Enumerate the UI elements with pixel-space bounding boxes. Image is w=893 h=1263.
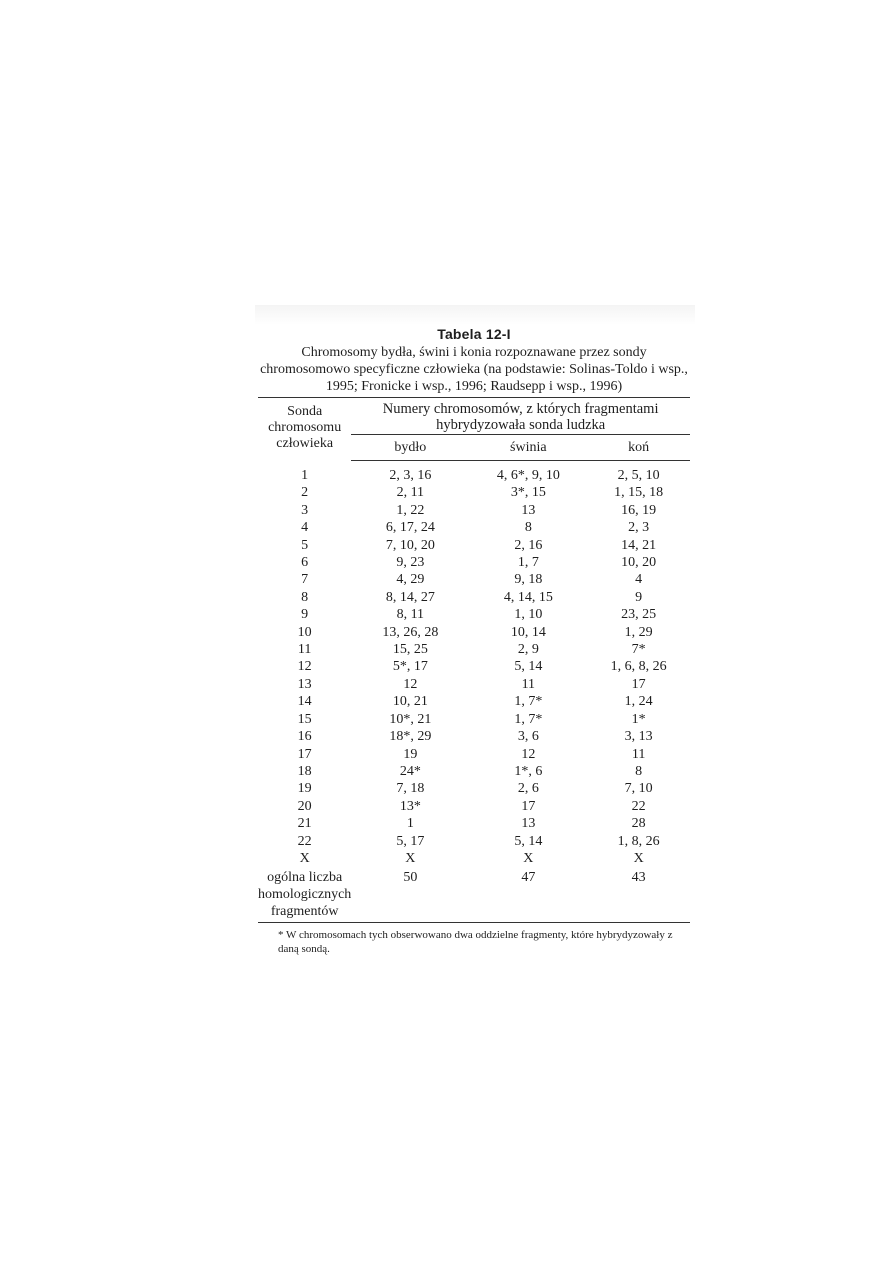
- table-row: [258, 763, 690, 780]
- table-cell: 19: [297, 781, 312, 797]
- table-block: [258, 326, 690, 956]
- table-cell: 8, 14, 27: [385, 589, 435, 605]
- table-cell: 18: [297, 763, 312, 779]
- table-cell: 11: [631, 746, 646, 762]
- table-cell: 1, 8, 26: [617, 833, 660, 849]
- table-cell: 5, 14: [514, 833, 543, 849]
- table-cell: 7*: [631, 642, 646, 658]
- table-cell: 28: [631, 816, 646, 832]
- table-cell: 2, 3, 16: [389, 468, 432, 483]
- table-cell: 2, 16: [514, 537, 543, 553]
- table-cell: X: [633, 850, 644, 866]
- table-cell: 8, 11: [396, 607, 425, 623]
- table-cell: 8: [635, 763, 643, 779]
- table-row: [258, 624, 690, 641]
- table-cell: 13*: [399, 798, 421, 814]
- table-cell: 1, 10: [514, 607, 543, 623]
- table-cell: 5, 14: [514, 659, 543, 675]
- table-title: Tabela 12-I: [437, 326, 511, 342]
- table-cell: 9: [301, 607, 309, 623]
- table-row: [258, 641, 690, 658]
- table-cell: 15: [297, 711, 312, 727]
- table-row: [258, 484, 690, 501]
- table-row: [258, 606, 690, 623]
- table-cell: 15, 25: [392, 642, 428, 658]
- table-cell: 7, 18: [396, 781, 425, 797]
- table-cell: 6: [301, 555, 309, 571]
- table-cell: 7: [301, 572, 309, 588]
- table-row: [258, 658, 690, 675]
- table-cell: 11: [297, 642, 312, 658]
- table-row: [258, 502, 690, 519]
- table-cell: 13: [521, 816, 536, 832]
- table-cell: 1, 7*: [514, 711, 543, 727]
- table-cell: 2, 11: [396, 485, 425, 501]
- table-cell: 3, 6: [517, 729, 539, 745]
- species-header-pig: świnia: [469, 435, 587, 461]
- table-caption: Chromosomy bydła, świni i konia rozpoznawane przez sondy chromosomowo specyficzne człowieka (na podstawie: Solinas-Toldo i wsp., 1995; Fronicke i wsp., 1996; Raudsepp i wsp., 1996): [260, 345, 688, 394]
- table-cell: 7, 10, 20: [385, 537, 435, 553]
- table-cell: 1, 22: [396, 502, 425, 518]
- table-row: [258, 554, 690, 571]
- table-cell: 10, 21: [392, 694, 428, 710]
- table-cell: 3: [301, 502, 309, 518]
- table-cell: 1, 29: [624, 624, 653, 640]
- table-end-rule: [258, 922, 690, 923]
- table-cell: 11: [521, 676, 536, 692]
- table-cell: X: [405, 850, 416, 866]
- table-cell: X: [299, 850, 310, 866]
- table-cell: 9, 18: [514, 572, 543, 588]
- table-cell: 2, 6: [517, 781, 539, 797]
- table-row: [258, 780, 690, 797]
- table-cell: 1*, 6: [514, 763, 543, 779]
- table-cell: X: [523, 850, 534, 866]
- table-cell: 18*, 29: [389, 729, 432, 745]
- table-cell: 1, 15, 18: [614, 485, 664, 501]
- total-label: ogólna liczba homologicznych fragmentów: [258, 870, 352, 920]
- chromosome-table: [258, 397, 690, 920]
- table-cell: 4, 14, 15: [503, 589, 553, 605]
- table-cell: 4: [635, 572, 643, 588]
- table-cell: 1, 6, 8, 26: [610, 659, 667, 675]
- table-cell: 12: [403, 676, 418, 692]
- table-cell: 23, 25: [621, 607, 657, 623]
- table-cell: 17: [297, 746, 312, 762]
- table-cell: 12: [521, 746, 536, 762]
- table-row: [258, 519, 690, 536]
- table-cell: 10, 14: [510, 624, 546, 640]
- table-cell: 2: [301, 485, 309, 501]
- table-cell: 5*, 17: [392, 659, 428, 675]
- table-cell: 3, 13: [624, 729, 653, 745]
- table-cell: 4, 29: [396, 572, 425, 588]
- probe-header: Sonda chromosomu człowieka: [258, 398, 351, 461]
- table-row: [258, 571, 690, 588]
- table-cell: 13: [521, 502, 536, 518]
- table-cell: 1: [406, 816, 414, 832]
- table-cell: 17: [521, 798, 536, 814]
- table-row: [258, 537, 690, 554]
- table-row: [258, 850, 690, 867]
- species-header-cattle: bydło: [351, 435, 469, 461]
- table-cell: 14, 21: [621, 537, 657, 553]
- table-cell: 14: [297, 694, 312, 710]
- table-row: [258, 711, 690, 728]
- table-row: [258, 461, 690, 485]
- table-footnote: * W chromosomach tych obserwowano dwa oddzielne fragmenty, które hybrydyzowały z daną sondą.: [278, 929, 673, 956]
- table-cell: 8: [301, 589, 309, 605]
- table-cell: 2, 3: [628, 520, 650, 536]
- table-cell: 21: [297, 816, 312, 832]
- table-cell: 2, 5, 10: [617, 468, 660, 483]
- table-cell: 3*, 15: [510, 485, 546, 501]
- table-cell: 22: [631, 798, 646, 814]
- table-cell: 10, 20: [621, 555, 657, 571]
- table-row: [258, 746, 690, 763]
- table-cell: 5: [301, 537, 309, 553]
- table-cell: 9, 23: [396, 555, 425, 571]
- table-cell: 1, 7*: [514, 694, 543, 710]
- table-cell: 17: [631, 676, 646, 692]
- total-cattle: 50: [403, 870, 418, 886]
- table-cell: 8: [524, 520, 532, 536]
- table-row: [258, 815, 690, 832]
- table-row: [258, 693, 690, 710]
- table-cell: 10*, 21: [389, 711, 432, 727]
- group-header: Numery chromosomów, z których fragmentami hybrydyzowała sonda ludzka: [351, 398, 690, 435]
- table-cell: 1, 7: [517, 555, 539, 571]
- table-cell: 20: [297, 798, 312, 814]
- species-header-horse: koń: [587, 435, 690, 461]
- table-row: [258, 798, 690, 815]
- table-cell: 1, 24: [624, 694, 653, 710]
- table-cell: 6, 17, 24: [385, 520, 435, 536]
- table-cell: 7, 10: [624, 781, 653, 797]
- totals-row: [258, 867, 690, 920]
- table-cell: 10: [297, 624, 312, 640]
- table-cell: 12: [297, 659, 312, 675]
- total-horse: 43: [631, 870, 646, 886]
- table-body: [258, 461, 690, 921]
- table-row: [258, 728, 690, 745]
- table-cell: 1*: [631, 711, 646, 727]
- table-row: [258, 589, 690, 606]
- table-cell: 4: [301, 520, 309, 536]
- table-cell: 4, 6*, 9, 10: [496, 468, 560, 483]
- table-cell: 9: [635, 589, 643, 605]
- table-row: [258, 833, 690, 850]
- table-cell: 2, 9: [517, 642, 539, 658]
- table-cell: 16, 19: [621, 502, 657, 518]
- table-cell: 16: [297, 729, 312, 745]
- scan-shadow: [255, 305, 695, 325]
- table-cell: 13, 26, 28: [382, 624, 439, 640]
- table-cell: 22: [297, 833, 312, 849]
- table-cell: 13: [297, 676, 312, 692]
- total-pig: 47: [521, 870, 536, 886]
- table-row: [258, 676, 690, 693]
- table-cell: 19: [403, 746, 418, 762]
- table-cell: 5, 17: [396, 833, 425, 849]
- table-cell: 24*: [399, 763, 421, 779]
- table-cell: 1: [301, 467, 309, 483]
